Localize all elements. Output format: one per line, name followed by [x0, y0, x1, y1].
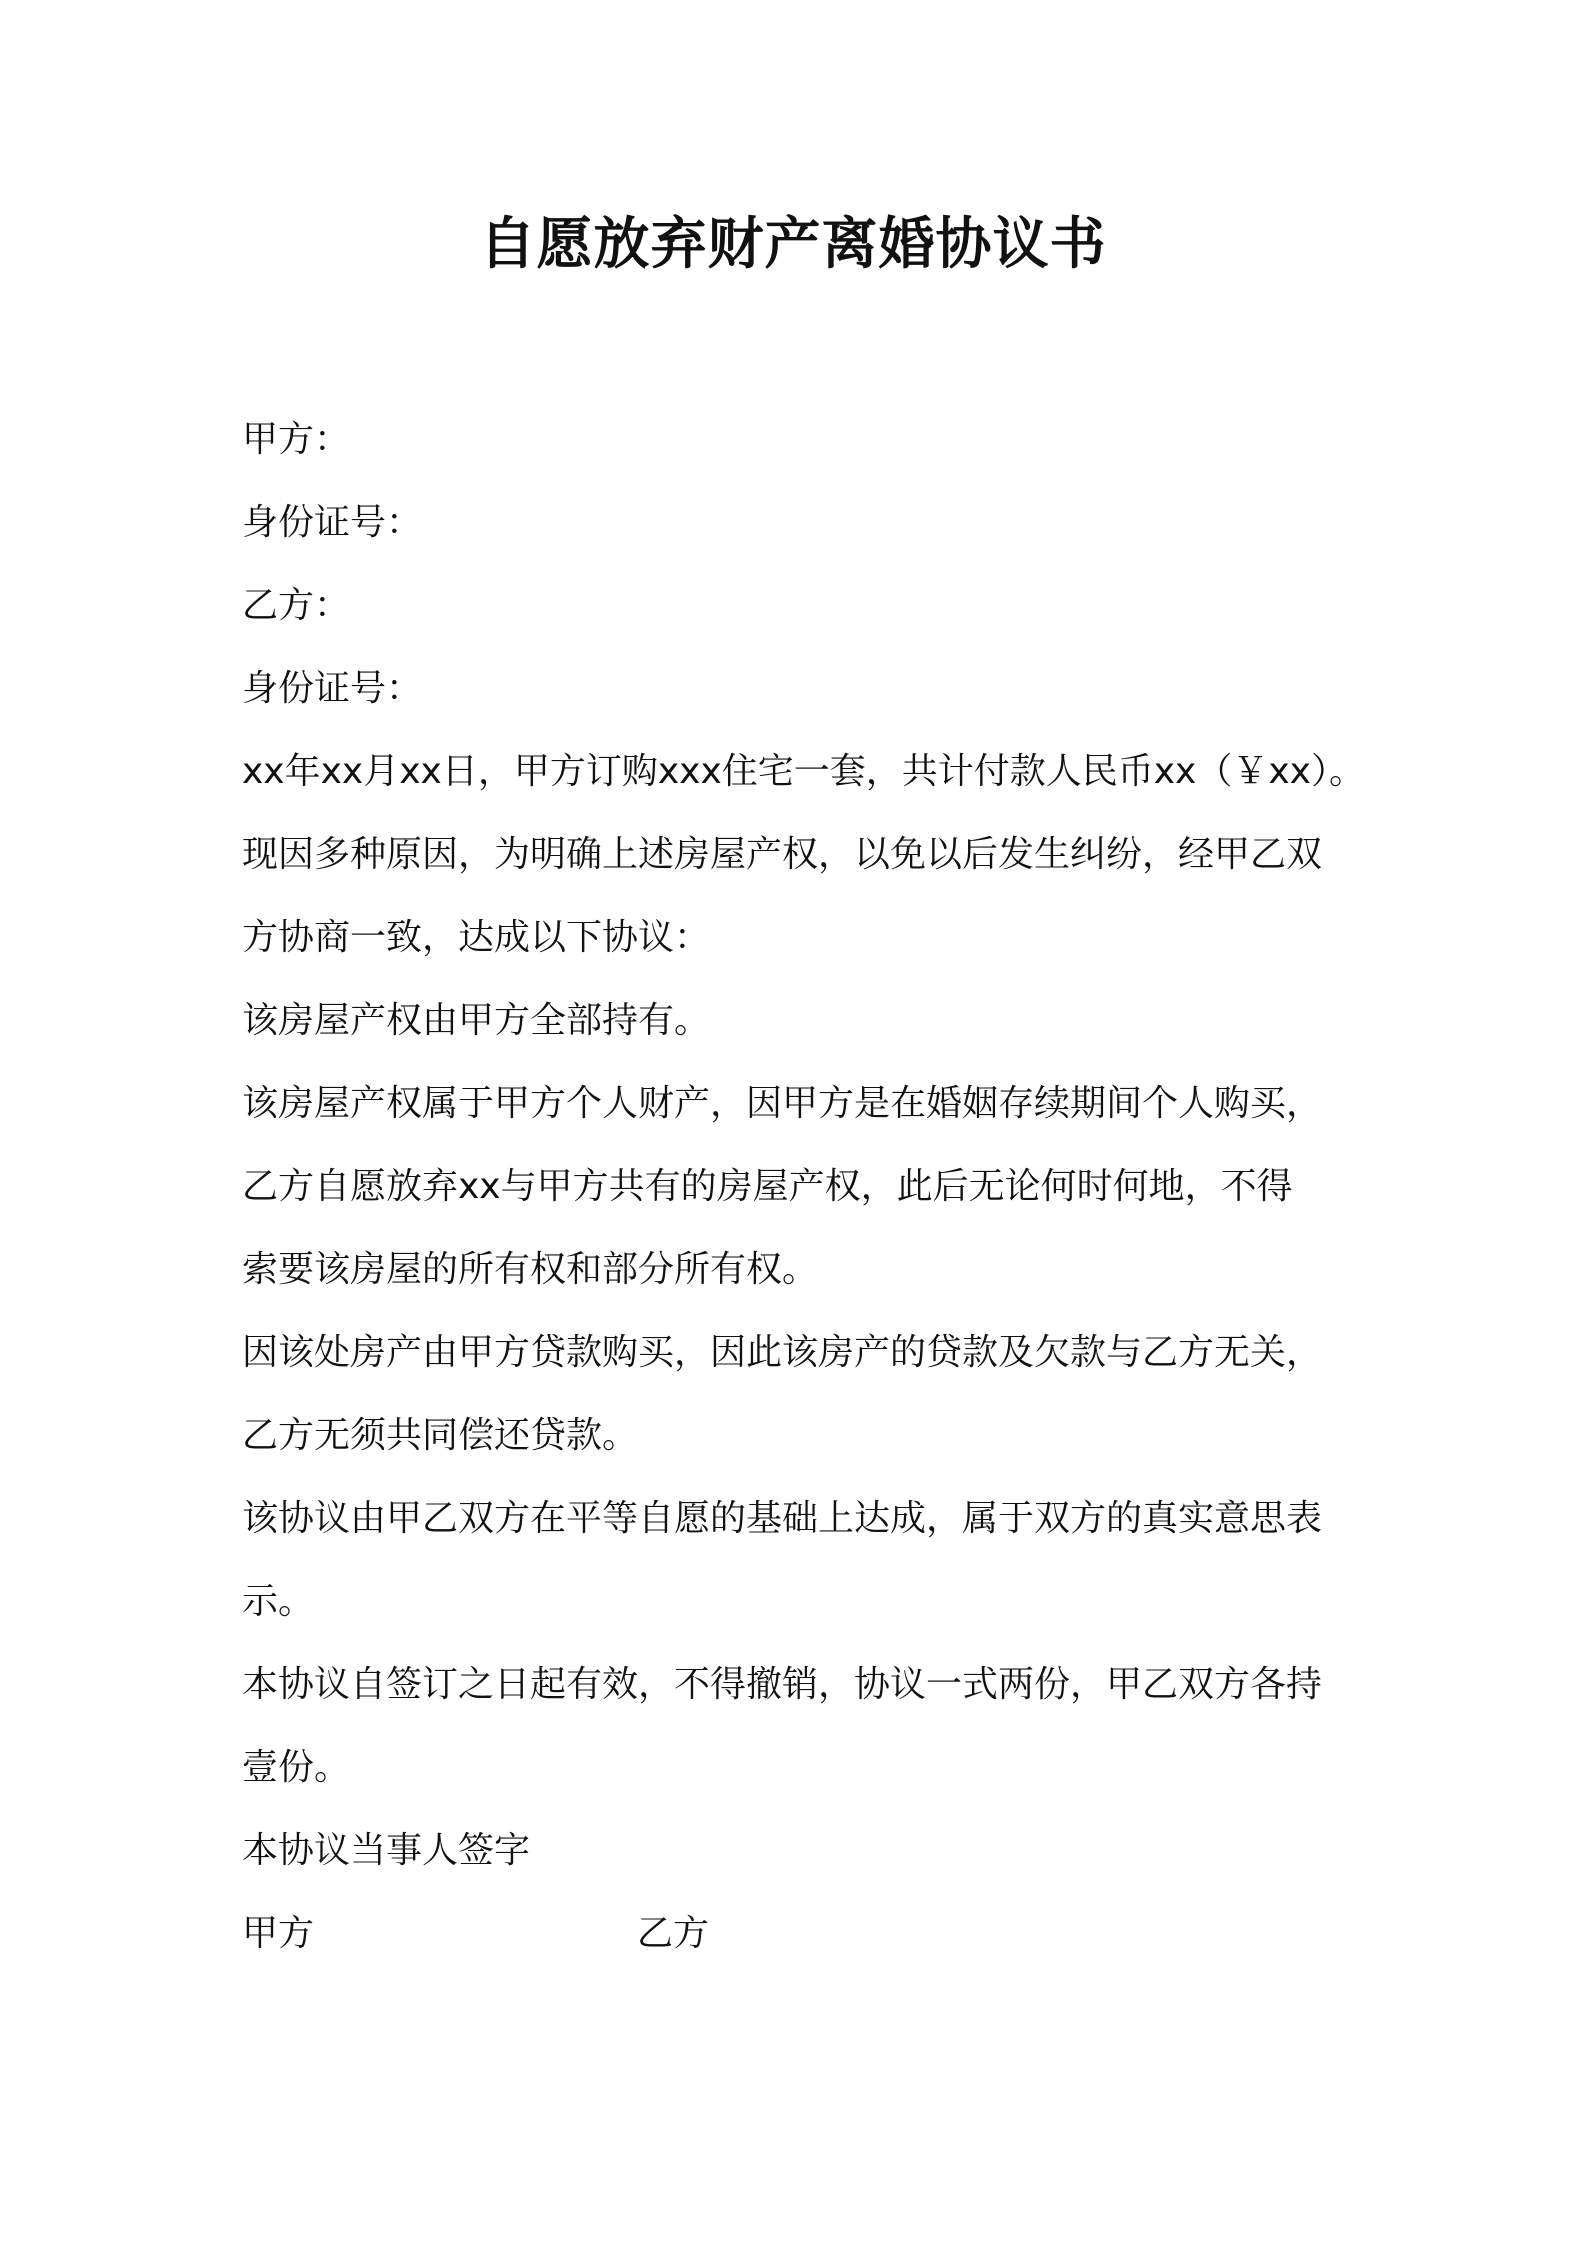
party-a-id-line: 身份证号： [242, 502, 423, 543]
clause-line: 因该处房产由甲方贷款购买，因此该房产的贷款及欠款与乙方无关， [242, 1332, 1323, 1373]
clause-line: 该房屋产权由甲方全部持有。 [242, 1000, 711, 1041]
party-b-line: 乙方： [242, 585, 351, 626]
party-a-line: 甲方： [242, 419, 351, 460]
clause-line: 该房屋产权属于甲方个人财产，因甲方是在婚姻存续期间个人购买， [242, 1083, 1323, 1124]
clause-line: 壹份。 [242, 1747, 351, 1788]
reason-line: 现因多种原因，为明确上述房屋产权，以免以后发生纠纷，经甲乙双 [242, 834, 1323, 875]
signature-row [242, 1892, 1360, 1975]
party-b-id-line: 身份证号： [242, 668, 423, 709]
clause-line: 该协议由甲乙双方在平等自愿的基础上达成，属于双方的真实意思表 [242, 1498, 1323, 1539]
reason-line: 方协商一致，达成以下协议： [242, 917, 711, 958]
clause-line: 索要该房屋的所有权和部分所有权。 [242, 1249, 819, 1290]
clause-line: 乙方自愿放弃xx与甲方共有的房屋产权，此后无论何时何地，不得 [242, 1166, 1293, 1207]
clause-line: 乙方无须共同偿还贷款。 [242, 1415, 639, 1456]
clause-line: 本协议自签订之日起有效，不得撤销，协议一式两份，甲乙双方各持 [242, 1664, 1323, 1705]
document-title: 自愿放弃财产离婚协议书 [479, 212, 1107, 277]
signature-party-a: 甲方 [242, 1913, 315, 1954]
signature-party-b: 乙方 [637, 1913, 710, 1954]
signature-heading: 本协议当事人签字 [242, 1830, 531, 1871]
clause-line: 示。 [242, 1581, 315, 1622]
purchase-line: xx年xx月xx日，甲方订购xxx住宅一套，共计付款人民币xx（￥xx）。 [242, 751, 1365, 792]
document-body [242, 398, 1365, 1975]
